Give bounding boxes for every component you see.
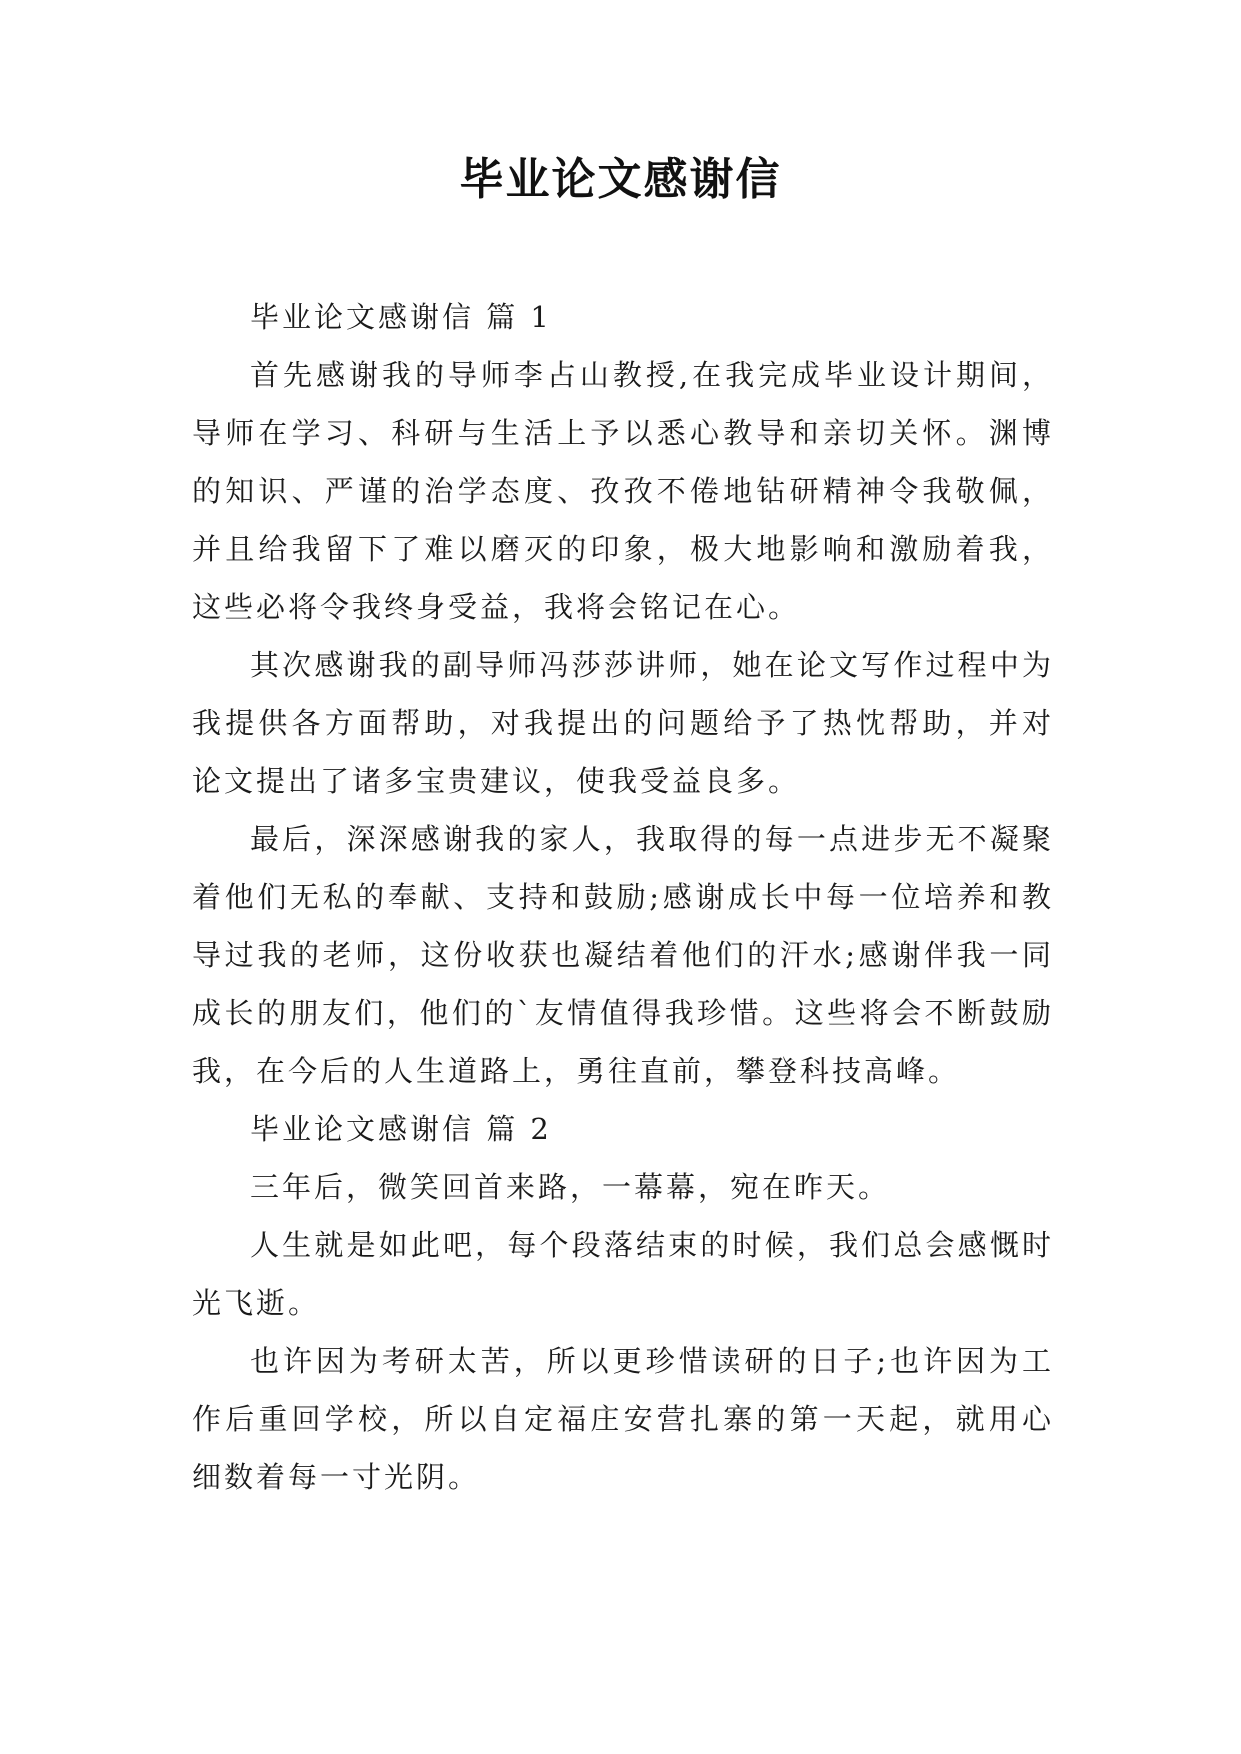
body-paragraph: 首先感谢我的导师李占山教授,在我完成毕业设计期间，导师在学习、科研与生活上予以悉心教导和亲切关怀。渊博的知识、严谨的治学态度、孜孜不倦地钻研精神令我敬佩，并且给我留下了难以磨灭的印象，极大地影响和激励着我，这些必将令我终身受益，我将会铭记在心。 — [192, 358, 1054, 624]
section-heading: 毕业论文感谢信 篇 2 — [250, 1112, 552, 1146]
document-body — [192, 288, 1054, 1506]
body-paragraph: 人生就是如此吧，每个段落结束的时候，我们总会感慨时光飞逝。 — [192, 1228, 1054, 1320]
body-paragraph: 也许因为考研太苦，所以更珍惜读研的日子;也许因为工作后重回学校，所以自定福庄安营扎寨的第一天起，就用心细数着每一寸光阴。 — [192, 1344, 1054, 1494]
body-paragraph: 最后，深深感谢我的家人，我取得的每一点进步无不凝聚着他们无私的奉献、支持和鼓励;感谢成长中每一位培养和教导过我的老师，这份收获也凝结着他们的汗水;感谢伴我一同成长的朋友们，他们的`友情值得我珍惜。这些将会不断鼓励我，在今后的人生道路上，勇往直前，攀登科技高峰。 — [192, 822, 1054, 1088]
document-title: 毕业论文感谢信 — [459, 154, 782, 205]
body-paragraph: 三年后，微笑回首来路，一幕幕，宛在昨天。 — [250, 1170, 891, 1204]
body-paragraph: 其次感谢我的副导师冯莎莎讲师，她在论文写作过程中为我提供各方面帮助，对我提出的问题给予了热忱帮助，并对论文提出了诸多宝贵建议，使我受益良多。 — [192, 648, 1054, 798]
section-heading: 毕业论文感谢信 篇 1 — [250, 300, 552, 334]
